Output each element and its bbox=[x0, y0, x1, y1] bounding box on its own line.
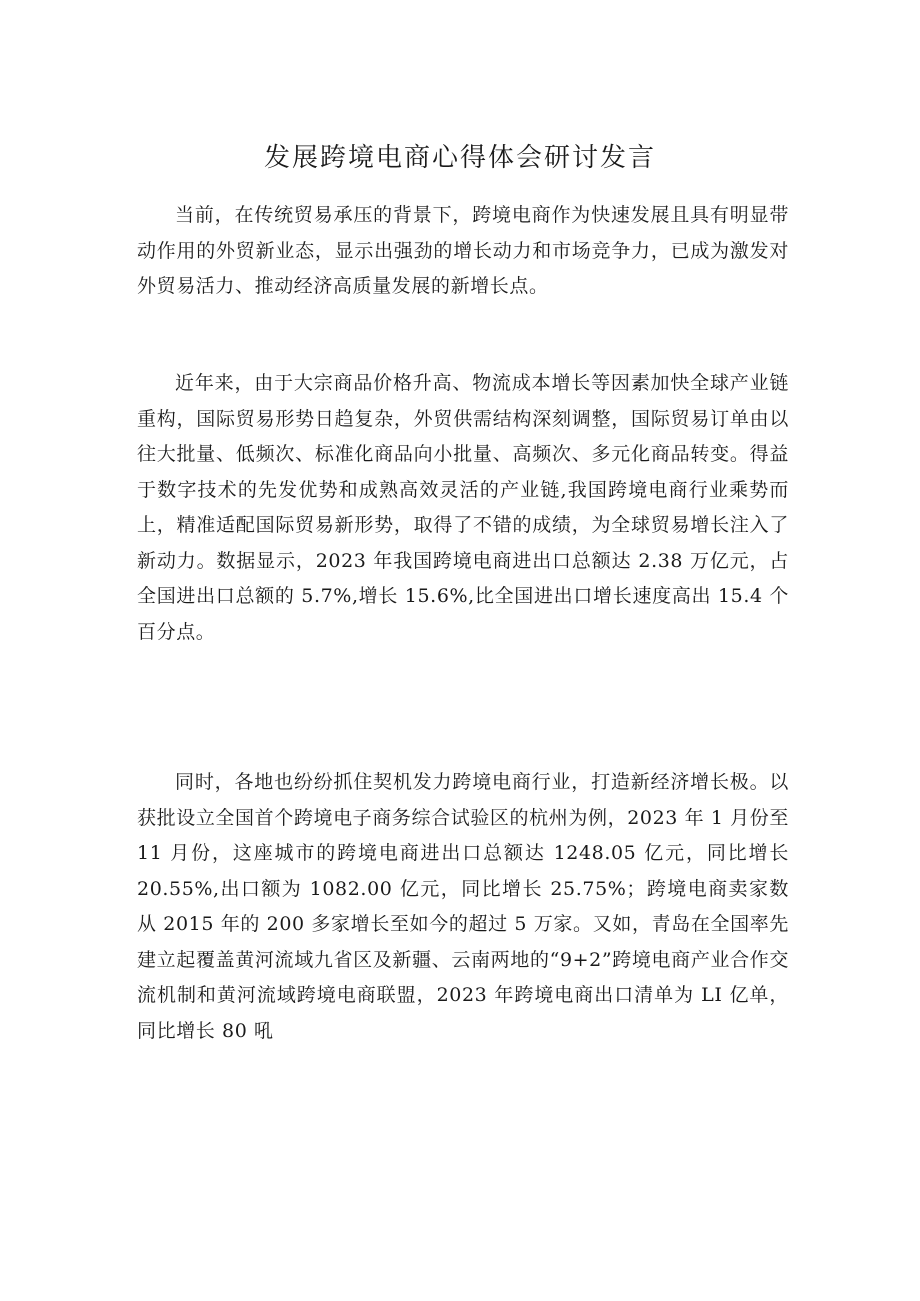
paragraph-background: 近年来，由于大宗商品价格升高、物流成本增长等因素加快全球产业链重构，国际贸易形势日趋复杂，外贸供需结构深刻调整，国际贸易订单由以往大批量、低频次、标准化商品向小批量、高频次、多元化商品转变。得益于数字技术的先发优势和成熟高效灵活的产业链,我国跨境电商行业乘势而上，精准适配国际贸易新形势，取得了不错的成绩，为全球贸易增长注入了新动力。数据显示，2023 年我国跨境电商进出口总额达 2.38 万亿元，占全国进出口总额的 5.7%,增长 15.6%,比全国进出口增长速度高出 15.4 个百分点。 bbox=[137, 372, 789, 643]
paragraph-local-examples: 同时，各地也纷纷抓住契机发力跨境电商行业，打造新经济增长极。以获批设立全国首个跨境电子商务综合试验区的杭州为例，2023 年 1 月份至 11 月份，这座城市的跨境电商进出口总额达 1248.05 亿元，同比增长 20.55%,出口额为 1082.00 亿元，同比增长 25.75%；跨境电商卖家数从 2015 年的 200 多家增长至如今的超过 5 万家。又如，青岛在全国率先建立起覆盖黄河流域九省区及新疆、云南两地的“9+2”跨境电商产业合作交流机制和黄河流域跨境电商联盟，2023 年跨境电商出口清单为 LI 亿单，同比增长 80 吼 bbox=[137, 771, 789, 1042]
paragraph-intro: 当前，在传统贸易承压的背景下，跨境电商作为快速发展且具有明显带动作用的外贸新业态，显示出强劲的增长动力和市场竞争力，已成为激发对外贸易活力、推动经济高质量发展的新增长点。 bbox=[137, 204, 789, 297]
document-title: 发展跨境电商心得体会研讨发言 bbox=[263, 143, 656, 173]
